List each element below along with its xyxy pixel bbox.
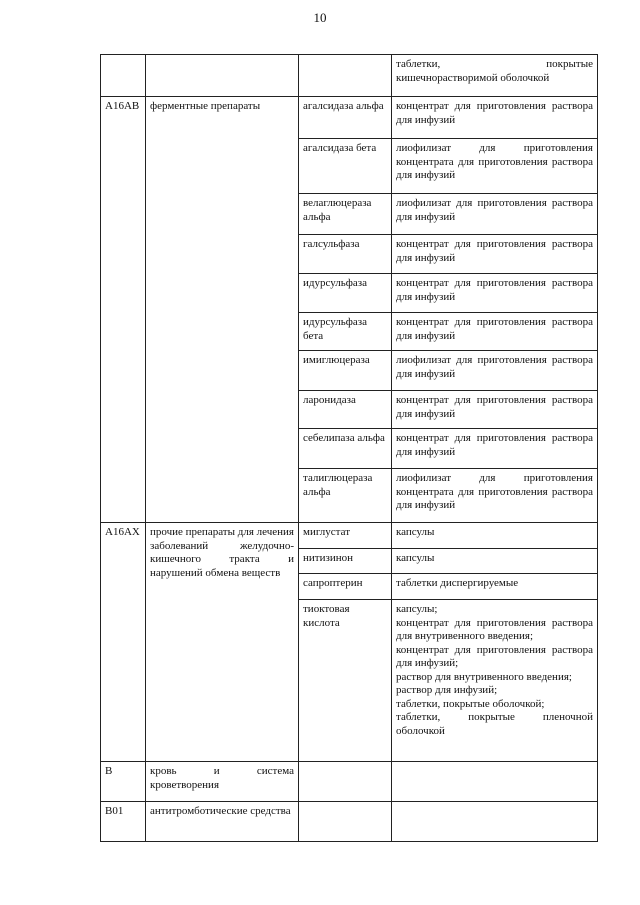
table-row [101, 97, 598, 139]
drug-name-cell: себелипаза альфа [299, 429, 392, 469]
drug-name-cell: велаглюцераза альфа [299, 194, 392, 235]
drug-name-cell [299, 762, 392, 802]
dosage-form-cell: концентрат для приготовления раствора для инфузий [392, 235, 598, 274]
group-cell: прочие препараты для лечения заболеваний желудочно-кишечного тракта и нарушений обмена веществ [146, 523, 299, 762]
code-cell: B01 [101, 802, 146, 842]
drug-name-cell [299, 55, 392, 97]
drug-name-cell: идурсульфаза [299, 274, 392, 313]
dosage-form-cell: лиофилизат для приготовления раствора для инфузий [392, 351, 598, 391]
dosage-form-cell: лиофилизат для приготовления концентрата для приготовления раствора для инфузий [392, 469, 598, 523]
drug-name-cell: нитизинон [299, 549, 392, 574]
dosage-form-item: капсулы; [396, 603, 438, 615]
dosage-form-cell: концентрат для приготовления раствора для инфузий [392, 429, 598, 469]
table-row [101, 762, 598, 802]
drug-name-cell: сапроптерин [299, 574, 392, 600]
group-cell: кровь и система кроветворения [146, 762, 299, 802]
dosage-form-item: таблетки, покрытые пленочной оболочкой [396, 711, 593, 737]
drug-name-cell: идурсульфаза бета [299, 313, 392, 351]
code-cell: A16AB [101, 97, 146, 523]
drug-name-cell: агалсидаза бета [299, 139, 392, 194]
drug-name-cell: галсульфаза [299, 235, 392, 274]
dosage-form-item: таблетки, покрытые оболочкой; [396, 697, 545, 710]
dosage-form-cell: лиофилизат для приготовления раствора для инфузий [392, 194, 598, 235]
table-row [101, 55, 598, 97]
dosage-form-cell: капсулы [392, 523, 598, 549]
code-cell [101, 55, 146, 97]
dosage-form-cell: концентрат для приготовления раствора для инфузий [392, 391, 598, 429]
dosage-form-cell: таблетки, покрытые кишечнорастворимой оболочкой [392, 55, 598, 97]
drug-name-cell: талиглюцераза альфа [299, 469, 392, 523]
drug-name-cell: агалсидаза альфа [299, 97, 392, 139]
dosage-form-cell: концентрат для приготовления раствора для инфузий [392, 313, 598, 351]
dosage-form-cell [392, 762, 598, 802]
dosage-form-cell: капсулы [392, 549, 598, 574]
group-cell: антитромботические средства [146, 802, 299, 842]
code-cell: A16AX [101, 523, 146, 762]
group-cell: ферментные препараты [146, 97, 299, 523]
group-cell [146, 55, 299, 97]
code-cell: B [101, 762, 146, 802]
dosage-form-cell: концентрат для приготовления раствора для инфузий [392, 97, 598, 139]
dosage-form-cell [392, 802, 598, 842]
drug-name-cell: имиглюцераза [299, 351, 392, 391]
table-row [101, 523, 598, 549]
dosage-form-item: концентрат для приготовления раствора для внутривенного введения; [396, 616, 593, 642]
drug-name-cell: ларонидаза [299, 391, 392, 429]
drug-name-cell [299, 802, 392, 842]
dosage-form-item: раствор для внутривенного введения; [396, 670, 572, 683]
table-row [101, 802, 598, 842]
dosage-form-item: концентрат для приготовления раствора для инфузий; [396, 643, 593, 669]
dosage-form-cell: концентрат для приготовления раствора для инфузий [392, 274, 598, 313]
dosage-form-cell: таблетки диспергируемые [392, 574, 598, 600]
drug-table [100, 54, 598, 842]
dosage-form-item: раствор для инфузий; [396, 684, 498, 696]
dosage-form-cell: лиофилизат для приготовления концентрата для приготовления раствора для инфузий [392, 139, 598, 194]
drug-name-cell: тиоктовая кислота [299, 600, 392, 762]
page-number: 10 [313, 10, 327, 25]
dosage-form-list [392, 600, 598, 762]
drug-name-cell: миглустат [299, 523, 392, 549]
